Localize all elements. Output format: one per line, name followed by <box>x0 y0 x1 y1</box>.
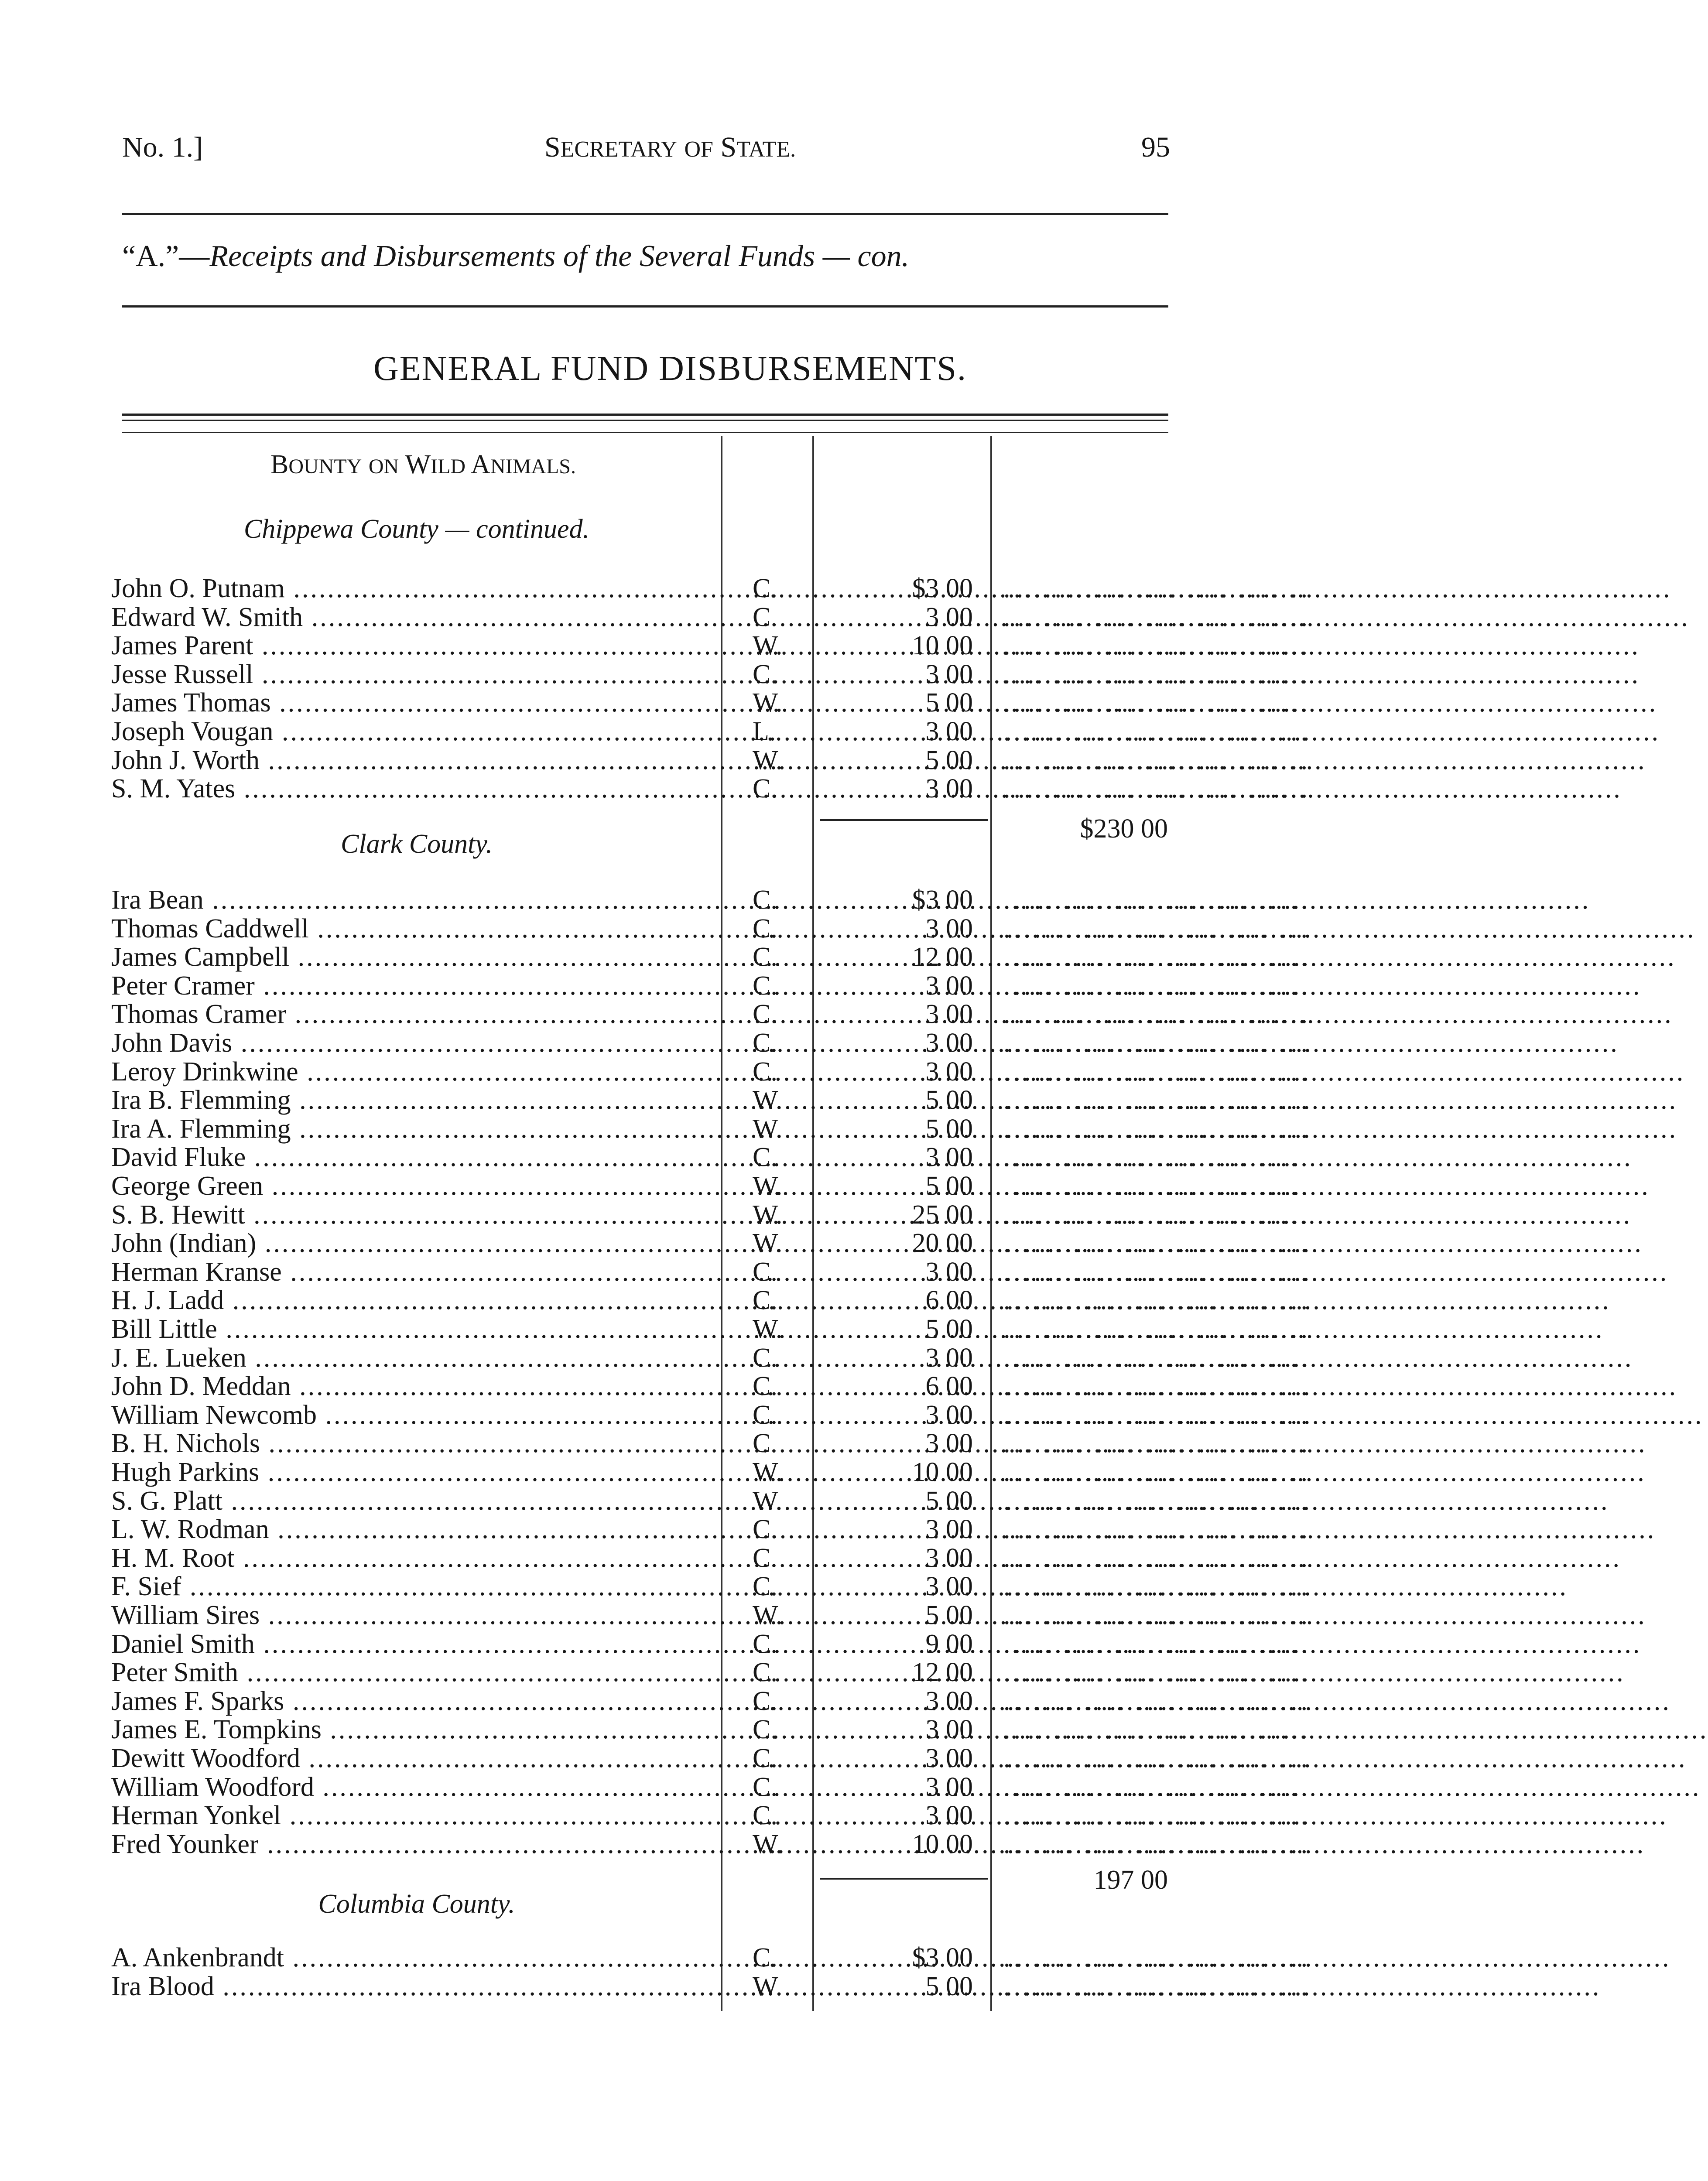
total-leader-dots: .............................. <box>1003 1743 1311 1773</box>
payee-name: Dewitt Woodford ..... <box>111 1744 715 1773</box>
total-leader-dots: .............................. <box>1003 1543 1311 1573</box>
ledger-row <box>0 1715 1340 1744</box>
payee-name: Ira Bean ..... <box>111 885 715 914</box>
payee-name: Herman Yonkel ..... <box>111 1801 715 1830</box>
total-leader-dots: .............................. <box>1003 1514 1311 1545</box>
amount: $3 00 <box>912 574 973 603</box>
amount: 25 00 <box>912 1200 973 1230</box>
ledger-row <box>0 574 1340 603</box>
payee-name: James E. Tompkins ..... <box>111 1715 715 1744</box>
payee-name: Jesse Russell ..... <box>111 660 715 689</box>
amount: 3 00 <box>925 602 973 632</box>
payee-name: George Green ..... <box>111 1172 715 1200</box>
payee-name: David Fluke ..... <box>111 1143 715 1172</box>
total-leader-dots: .............................. <box>1003 1686 1311 1716</box>
total-leader-dots: .............................. <box>1003 1457 1311 1487</box>
animal-code: C. <box>753 1343 777 1373</box>
payee-name: William Sires ..... <box>111 1601 715 1630</box>
total-leader-dots: .............................. <box>1003 1715 1311 1745</box>
amount: $3 00 <box>912 885 973 915</box>
animal-code: W. <box>753 1486 783 1516</box>
ledger-row <box>0 1200 1340 1229</box>
payee-name: John O. Putnam ..... <box>111 574 715 603</box>
payee-name: John D. Meddan ..... <box>111 1372 715 1401</box>
amount: 3 00 <box>925 1400 973 1430</box>
amount: 3 00 <box>925 1343 973 1373</box>
subtitle-rule <box>122 305 1168 308</box>
ledger-row <box>0 1830 1340 1859</box>
animal-code: W. <box>753 1114 783 1144</box>
ledger-row <box>0 914 1340 943</box>
amount: 3 00 <box>925 1056 973 1087</box>
total-leader-dots: .............................. <box>1003 659 1311 689</box>
running-head-number: No. 1.] <box>122 131 203 163</box>
amount: 9 00 <box>925 1629 973 1659</box>
ledger-row <box>0 1029 1340 1057</box>
county-heading: Clark County. <box>341 829 493 859</box>
animal-code: L. <box>753 717 776 746</box>
ledger-row <box>0 1258 1340 1286</box>
total-leader-dots: .............................. <box>1003 1400 1311 1430</box>
animal-code: C. <box>753 1371 777 1402</box>
payee-name: Thomas Cramer ..... <box>111 1000 715 1029</box>
table-subtitle: “A.”—Receipts and Disbursements of the Several Funds — con. <box>122 239 910 273</box>
animal-code: C. <box>753 971 777 1001</box>
amount: 10 00 <box>912 631 973 661</box>
total-leader-dots: .............................. <box>1003 602 1311 632</box>
total-leader-dots: .............................. <box>1003 717 1311 746</box>
animal-code: W. <box>753 1829 783 1859</box>
ledger-row <box>0 1401 1340 1429</box>
amount: 3 00 <box>925 1801 973 1831</box>
total-leader-dots: .............................. <box>1003 1658 1311 1688</box>
ledger-row <box>0 603 1340 632</box>
animal-code: C. <box>753 1514 777 1545</box>
total-leader-dots: .............................. <box>1003 1772 1311 1802</box>
payee-name: Peter Smith ..... <box>111 1658 715 1687</box>
amount: 5 00 <box>925 745 973 775</box>
table-top-rule-3 <box>122 432 1168 433</box>
header-rule <box>122 213 1168 215</box>
animal-code: W. <box>753 1200 783 1230</box>
animal-code: C. <box>753 1715 777 1745</box>
county-heading: Chippewa County — continued. <box>243 514 590 544</box>
running-head-title: SECRETARY OF STATE. <box>544 131 796 163</box>
total-leader-dots: .............................. <box>1003 745 1311 775</box>
amount: 3 00 <box>925 1772 973 1802</box>
payee-name: L. W. Rodman ..... <box>111 1515 715 1544</box>
ledger-row <box>0 1801 1340 1830</box>
amount: 3 00 <box>925 1028 973 1058</box>
ledger-row <box>0 1343 1340 1372</box>
ledger-row <box>0 660 1340 689</box>
total-leader-dots: .............................. <box>1003 971 1311 1001</box>
ledger-row <box>0 1086 1340 1114</box>
total-leader-dots: .............................. <box>1003 1171 1311 1201</box>
county-heading: Columbia County. <box>318 1889 515 1919</box>
animal-code: C. <box>753 1400 777 1430</box>
animal-code: C. <box>753 659 777 689</box>
animal-code: C. <box>753 1801 777 1831</box>
payee-name: Fred Younker ..... <box>111 1830 715 1859</box>
total-leader-dots: .............................. <box>1003 574 1311 603</box>
payee-name: John J. Worth ..... <box>111 746 715 775</box>
payee-name: Joseph Vougan ..... <box>111 717 715 746</box>
ledger-row <box>0 1773 1340 1802</box>
animal-code: C. <box>753 1543 777 1573</box>
total-leader-dots: .............................. <box>1003 999 1311 1029</box>
payee-name: Thomas Caddwell ..... <box>111 914 715 943</box>
payee-name: Peter Cramer ..... <box>111 971 715 1000</box>
total-leader-dots: .............................. <box>1003 1056 1311 1087</box>
amount: 5 00 <box>925 1114 973 1144</box>
animal-code: W. <box>753 1457 783 1487</box>
ledger-row <box>0 1515 1340 1544</box>
total-leader-dots: .............................. <box>1003 1371 1311 1402</box>
payee-name: Edward W. Smith ..... <box>111 603 715 632</box>
total-leader-dots: .............................. <box>1003 1028 1311 1058</box>
ledger-row <box>0 1172 1340 1200</box>
ledger-row <box>0 746 1340 775</box>
animal-code: C. <box>753 1429 777 1459</box>
payee-name: William Woodford ..... <box>111 1773 715 1802</box>
total-leader-dots: .............................. <box>1003 1085 1311 1115</box>
category-heading: BOUNTY ON WILD ANIMALS. <box>270 450 576 479</box>
total-leader-dots: .............................. <box>1003 1228 1311 1258</box>
payee-name: Ira A. Flemming ..... <box>111 1114 715 1143</box>
amount: 3 00 <box>925 1543 973 1573</box>
payee-name: H. M. Root ..... <box>111 1544 715 1573</box>
payee-name: James Campbell ..... <box>111 943 715 971</box>
payee-name: Leroy Drinkwine ..... <box>111 1057 715 1086</box>
animal-code: C. <box>753 1629 777 1659</box>
amount: 10 00 <box>912 1457 973 1487</box>
subtotal-rule <box>820 1878 988 1880</box>
amount: 3 00 <box>925 913 973 944</box>
ledger-row <box>0 774 1340 803</box>
payee-name: Herman Kranse ..... <box>111 1258 715 1286</box>
ledger-row <box>0 1658 1340 1687</box>
animal-code: C. <box>753 1028 777 1058</box>
ledger-row <box>0 885 1340 914</box>
total-leader-dots: .............................. <box>1003 1285 1311 1316</box>
animal-code: C. <box>753 1142 777 1173</box>
animal-code: C. <box>753 1743 777 1773</box>
ledger-row <box>0 1458 1340 1487</box>
amount: 12 00 <box>912 942 973 972</box>
table-top-rule-2 <box>122 420 1168 421</box>
amount: 3 00 <box>925 1743 973 1773</box>
ledger-row <box>0 1544 1340 1573</box>
animal-code: W. <box>753 1085 783 1115</box>
payee-name: Ira B. Flemming ..... <box>111 1086 715 1114</box>
payee-name: James Parent ..... <box>111 631 715 660</box>
animal-code: W. <box>753 631 783 661</box>
amount: 6 00 <box>925 1371 973 1402</box>
animal-code: C. <box>753 1257 777 1287</box>
total-leader-dots: .............................. <box>1003 774 1311 804</box>
amount: 5 00 <box>925 1171 973 1201</box>
page-number: 95 <box>1141 131 1170 163</box>
amount: 5 00 <box>925 688 973 718</box>
payee-name: S. G. Platt ..... <box>111 1487 715 1515</box>
animal-code: W. <box>753 1314 783 1344</box>
ledger-row <box>0 1687 1340 1716</box>
total-leader-dots: .............................. <box>1003 942 1311 972</box>
animal-code: W. <box>753 1600 783 1630</box>
payee-name: John (Indian) ..... <box>111 1229 715 1258</box>
ledger-row <box>0 1143 1340 1172</box>
total-leader-dots: .............................. <box>1003 1572 1311 1602</box>
ledger-row <box>0 1601 1340 1630</box>
amount: 5 00 <box>925 1600 973 1630</box>
amount: 3 00 <box>925 1572 973 1602</box>
ledger-row <box>0 943 1340 971</box>
animal-code: C. <box>753 1943 777 1972</box>
total-leader-dots: .............................. <box>1003 1257 1311 1287</box>
total-leader-dots: .............................. <box>1003 1629 1311 1659</box>
ledger-row <box>0 688 1340 717</box>
ledger-row <box>0 971 1340 1000</box>
total-leader-dots: .............................. <box>1003 1943 1311 1972</box>
animal-code: C. <box>753 1658 777 1688</box>
total-leader-dots: .............................. <box>1003 1314 1311 1344</box>
payee-name: William Newcomb ..... <box>111 1401 715 1429</box>
animal-code: C. <box>753 1572 777 1602</box>
animal-code: C. <box>753 774 777 804</box>
animal-code: W. <box>753 1171 783 1201</box>
payee-name: James F. Sparks ..... <box>111 1687 715 1716</box>
payee-name: F. Sief ..... <box>111 1572 715 1601</box>
ledger-row <box>0 1572 1340 1601</box>
payee-name: S. M. Yates ..... <box>111 774 715 803</box>
animal-code: C. <box>753 602 777 632</box>
table-top-rule-1 <box>122 414 1168 416</box>
total-leader-dots: .............................. <box>1003 1343 1311 1373</box>
amount: 5 00 <box>925 1085 973 1115</box>
amount: 3 00 <box>925 1715 973 1745</box>
ledger-row <box>0 1630 1340 1658</box>
county-total: $230 00 <box>1080 814 1168 844</box>
payee-name: John Davis ..... <box>111 1029 715 1057</box>
total-leader-dots: .............................. <box>1003 1600 1311 1630</box>
payee-name: S. B. Hewitt ..... <box>111 1200 715 1229</box>
amount: 5 00 <box>925 1486 973 1516</box>
ledger-row <box>0 631 1340 660</box>
ledger-row <box>0 1315 1340 1343</box>
total-leader-dots: .............................. <box>1003 1486 1311 1516</box>
amount: 3 00 <box>925 659 973 689</box>
payee-name: James Thomas ..... <box>111 688 715 717</box>
total-leader-dots: .............................. <box>1003 1829 1311 1859</box>
amount: 3 00 <box>925 1257 973 1287</box>
animal-code: W. <box>753 1228 783 1258</box>
ledger-row <box>0 1372 1340 1401</box>
subtotal-rule <box>820 819 988 821</box>
amount: 3 00 <box>925 971 973 1001</box>
payee-name: H. J. Ladd ..... <box>111 1286 715 1315</box>
total-leader-dots: .............................. <box>1003 1429 1311 1459</box>
payee-name: Ira Blood ..... <box>111 1972 715 2001</box>
animal-code: C. <box>753 999 777 1029</box>
amount: 10 00 <box>912 1829 973 1859</box>
total-leader-dots: .............................. <box>1003 688 1311 718</box>
total-leader-dots: .............................. <box>1003 1200 1311 1230</box>
ledger-row <box>0 1286 1340 1315</box>
payee-name: A. Ankenbrandt ..... <box>111 1943 715 1972</box>
amount: 3 00 <box>925 774 973 804</box>
amount: 3 00 <box>925 1514 973 1545</box>
county-total: 197 00 <box>1093 1865 1168 1895</box>
total-leader-dots: .............................. <box>1003 1114 1311 1144</box>
amount: 3 00 <box>925 1429 973 1459</box>
total-leader-dots: .............................. <box>1003 1142 1311 1173</box>
amount: 3 00 <box>925 717 973 746</box>
total-leader-dots: .............................. <box>1003 1971 1311 2001</box>
animal-code: C. <box>753 1772 777 1802</box>
payee-name: B. H. Nichols ..... <box>111 1429 715 1458</box>
ledger-row <box>0 1429 1340 1458</box>
ledger-row <box>0 1229 1340 1258</box>
amount: 20 00 <box>912 1228 973 1258</box>
payee-name: Daniel Smith ..... <box>111 1630 715 1658</box>
ledger-row <box>0 1487 1340 1515</box>
animal-code: C. <box>753 1686 777 1716</box>
ledger-row <box>0 1000 1340 1029</box>
animal-code: C. <box>753 574 777 603</box>
amount: 3 00 <box>925 1686 973 1716</box>
animal-code: C. <box>753 1285 777 1316</box>
amount: 3 00 <box>925 1142 973 1173</box>
amount: $3 00 <box>912 1943 973 1972</box>
ledger-row <box>0 1057 1340 1086</box>
animal-code: C. <box>753 913 777 944</box>
ledger-row <box>0 1744 1340 1773</box>
animal-code: W. <box>753 745 783 775</box>
amount: 3 00 <box>925 999 973 1029</box>
animal-code: C. <box>753 942 777 972</box>
ledger-row <box>0 1943 1340 1972</box>
ledger-row <box>0 1114 1340 1143</box>
amount: 5 00 <box>925 1314 973 1344</box>
animal-code: C. <box>753 1056 777 1087</box>
main-heading: GENERAL FUND DISBURSEMENTS. <box>373 349 967 388</box>
total-leader-dots: .............................. <box>1003 913 1311 944</box>
ledger-row <box>0 717 1340 746</box>
payee-name: J. E. Lueken ..... <box>111 1343 715 1372</box>
animal-code: W. <box>753 1971 783 2001</box>
total-leader-dots: .............................. <box>1003 1801 1311 1831</box>
payee-name: Bill Little ..... <box>111 1315 715 1343</box>
total-leader-dots: .............................. <box>1003 631 1311 661</box>
ledger-row <box>0 1972 1340 2001</box>
animal-code: C. <box>753 885 777 915</box>
amount: 12 00 <box>912 1658 973 1688</box>
amount: 6 00 <box>925 1285 973 1316</box>
amount: 5 00 <box>925 1971 973 2001</box>
total-leader-dots: .............................. <box>1003 885 1311 915</box>
payee-name: Hugh Parkins ..... <box>111 1458 715 1487</box>
animal-code: W. <box>753 688 783 718</box>
